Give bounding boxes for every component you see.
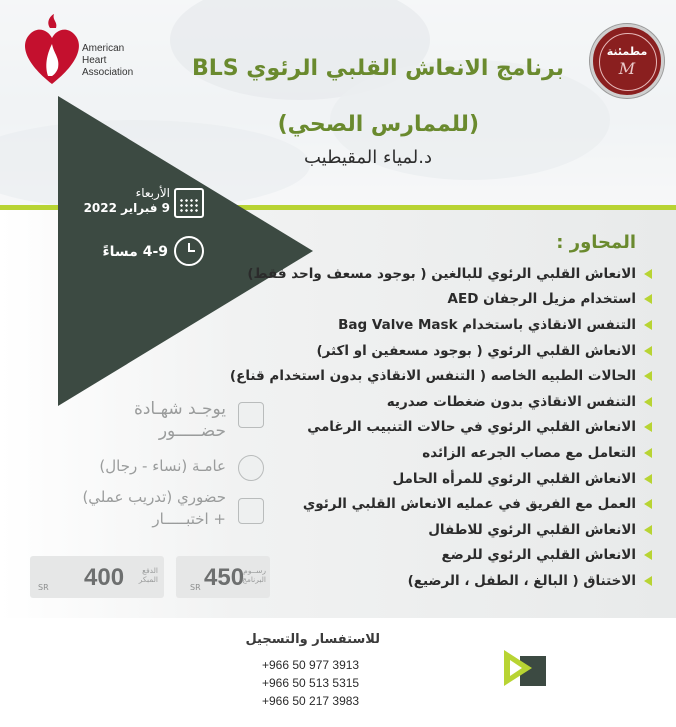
decor-triangle-inner — [510, 660, 522, 676]
time-label: 4-9 مساءً — [102, 244, 168, 260]
phone-number[interactable]: +966 50 217 3983 — [262, 694, 360, 708]
mode-text: حضوري (تدريب عملي) + اختبـــــار — [82, 488, 226, 528]
program-price-box — [176, 556, 270, 598]
currency-label: SR — [38, 583, 49, 592]
list-item: استخدام مزيل الرجفان AED — [232, 287, 652, 313]
page-title: برنامج الانعاش القلبي الرئوي BLS — [192, 56, 564, 81]
center-logo-badge — [590, 24, 664, 98]
list-item: الانعاش القلبي الرئوي للاطفال — [232, 517, 652, 543]
bullet-arrow-icon — [644, 525, 652, 535]
bullet-arrow-icon — [644, 269, 652, 279]
list-item: الانعاش القلبي الرئوي ( بوجود مسعفين او اكثر) — [232, 338, 652, 364]
training-icon — [238, 498, 264, 524]
bullet-arrow-icon — [644, 499, 652, 509]
audience-icon — [238, 455, 264, 481]
clock-icon — [174, 236, 204, 266]
certificate-text: يوجـد شهـادة حضـــــور — [133, 399, 226, 441]
phone-number[interactable]: +966 50 977 3913 — [262, 658, 360, 672]
bullet-arrow-icon — [644, 448, 652, 458]
bullet-arrow-icon — [644, 320, 652, 330]
org-line: Heart — [82, 55, 107, 66]
topics-heading: المحاور : — [556, 232, 636, 253]
bullet-arrow-icon — [644, 371, 652, 381]
calendar-icon — [174, 188, 204, 218]
contact-title: للاستفسار والتسجيل — [245, 632, 380, 647]
badge-name: مطمئنة — [606, 45, 648, 58]
page-subtitle: (للممارس الصحي) — [277, 112, 479, 137]
program-price: 450 — [204, 564, 245, 591]
phone-list — [262, 656, 359, 710]
bullet-arrow-icon — [644, 397, 652, 407]
bullet-arrow-icon — [644, 576, 652, 586]
badge-letter: M — [618, 59, 636, 78]
currency-label: SR — [190, 583, 201, 592]
day-label: الأربعاء — [135, 186, 170, 200]
list-item: الانعاش القلبي الرئوي للرضع — [232, 543, 652, 569]
org-line: American — [82, 43, 125, 54]
program-price-label: رســوم البرنامج — [241, 566, 266, 584]
list-item: الانعاش القلبي الرئوي للمرأه الحامل — [232, 466, 652, 492]
certificate-icon — [238, 402, 264, 428]
list-item: الاختناق ( البالغ ، الطفل ، الرضيع) — [232, 568, 652, 594]
phone-number[interactable]: +966 50 513 5315 — [262, 676, 360, 690]
bullet-arrow-icon — [644, 474, 652, 484]
bullet-arrow-icon — [644, 550, 652, 560]
list-item: التنفس الانقاذي باستخدام Bag Valve Mask — [232, 312, 652, 338]
list-item: الانعاش القلبي الرئوي في حالات التنبيب الرغامي — [232, 415, 652, 441]
bullet-arrow-icon — [644, 294, 652, 304]
org-line: Association — [82, 67, 134, 78]
bullet-arrow-icon — [644, 346, 652, 356]
topics-list — [229, 261, 652, 594]
list-item: الحالات الطبيه الخاصه ( التنفس الانقاذي بدون استخدام قناع) — [232, 363, 652, 389]
early-price: 400 — [84, 564, 125, 591]
instructor-name: د.لمياء المقيطيب — [303, 147, 432, 168]
early-price-label: الدفع المبكر — [138, 566, 158, 584]
list-item: التعامل مع مصاب الجرعه الزائده — [232, 440, 652, 466]
list-item: الانعاش القلبي الرئوي للبالغين ( بوجود مسعف واحد فقط) — [232, 261, 652, 287]
early-price-box — [30, 556, 164, 598]
bullet-arrow-icon — [644, 422, 652, 432]
list-item: التنفس الانقاذي بدون ضغطات صدريه — [232, 389, 652, 415]
date-label: 9 فبراير 2022 — [83, 201, 170, 215]
list-item: العمل مع الفريق في عمليه الانعاش القلبي الرئوي — [232, 491, 652, 517]
date-info — [80, 186, 170, 216]
audience-text: عامـة (نساء - رجال) — [99, 457, 226, 475]
